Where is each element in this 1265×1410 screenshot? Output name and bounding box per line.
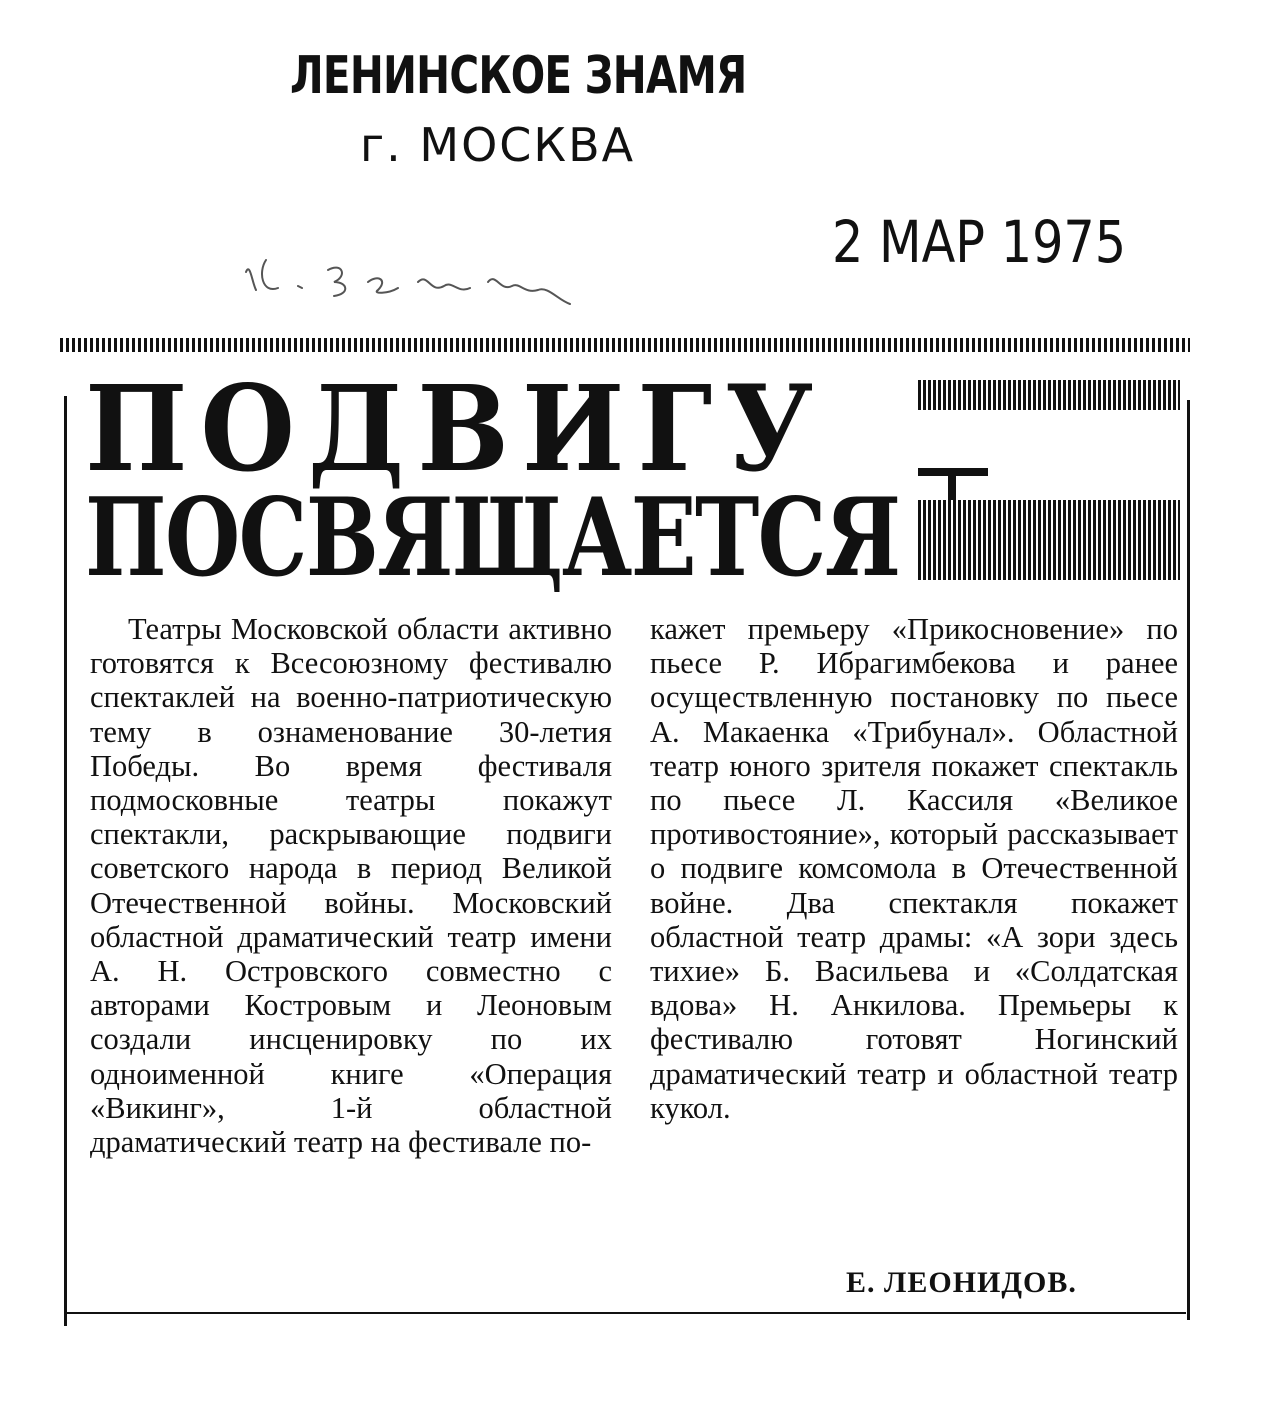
right-column-rule [1187,400,1190,1320]
article-column-2 [650,612,1178,1125]
date-stamp: 2 МАР 1975 [832,208,1127,276]
column-2-text: кажет премьеру «Прикосновение» по пьесе Р. Ибрагимбекова и ранее осуществленную постановку по пьесе А. Макаенка «Трибунал». Областной театр юного зрителя покажет спектакль по пьесе Л. Кассиля «Великое противостояние», который рассказывает о подвиге комсомола в Отечественной войне. Два спектакля покажет областной театр драмы: «А зори здесь тихие» Б. Васильева и «Солдатская вдова» Н. Анкилова. Премьеры к фестивалю готовят Ногинский драматический театр и областной театр кукол. [650,612,1178,1125]
city-name: г. МОСКВА [360,118,636,172]
handwritten-signature [238,242,578,312]
rubric-emblem [918,380,1180,580]
headline-line-1: ПОДВИГУ [85,359,827,498]
bottom-rule [66,1312,1186,1314]
left-column-rule [64,396,67,1326]
column-1-text: Театры Московской области активно готовятся к Всесоюзному фестивалю спектаклей на военно-патриотическую тему в ознаменование 30-летия Победы. Во время фестиваля подмосковные театры покажут спектакли, раскрывающие подвиги советского народа в период Великой Отечественной войны. Московский областной драматический театр имени А. Н. Островского совместно с авторами Костровым и Леоновым создали инсценировку по их одноименной книге «Операция «Викинг», 1-й областной драматический театр на фестивале по- [90,612,612,1160]
perforated-border [60,338,1190,352]
newspaper-name: ЛЕНИНСКОЕ ЗНАМЯ [290,46,747,106]
article-author: Е. ЛЕОНИДОВ. [846,1266,1077,1299]
headline-line-2: ПОСВЯЩАЕТСЯ [85,475,900,601]
article-column-1 [90,612,612,1159]
